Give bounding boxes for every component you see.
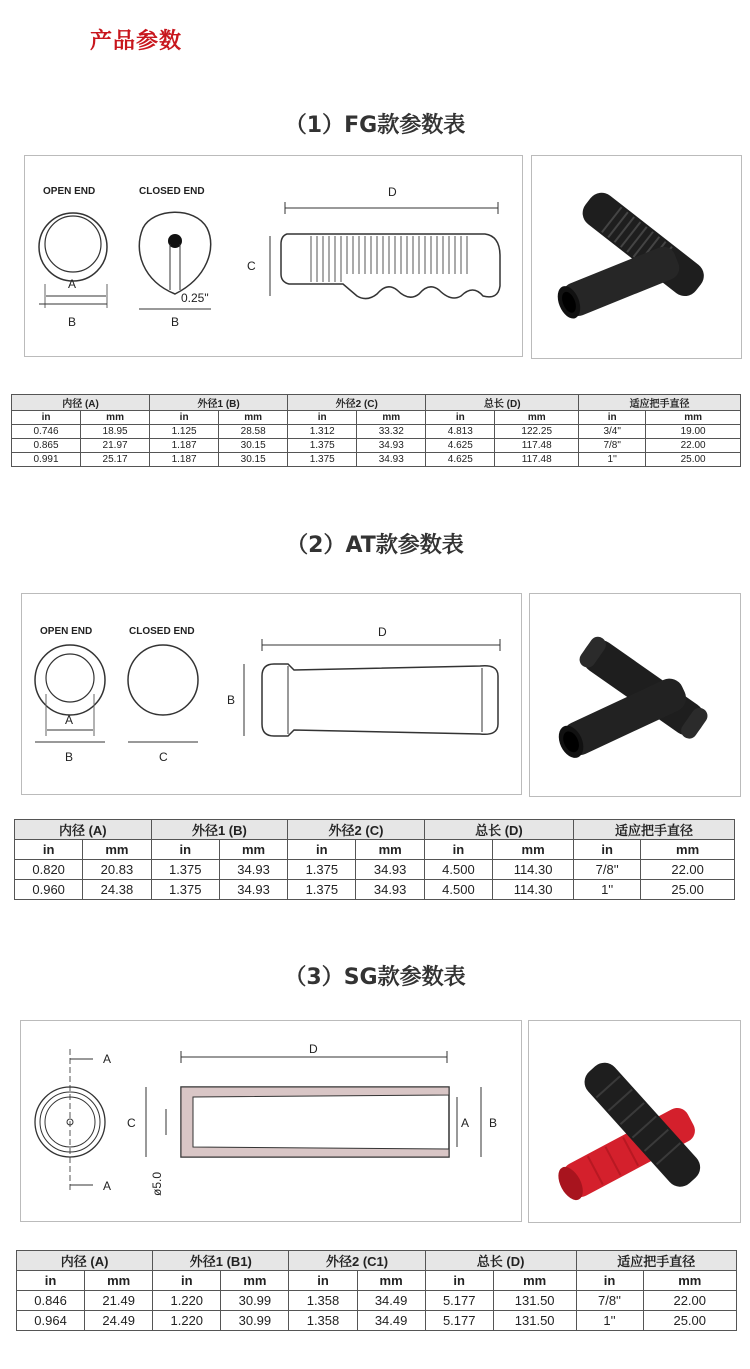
unit-cell: in [288,840,356,860]
unit-cell: mm [493,840,574,860]
table-cell: 0.865 [12,439,81,453]
dim-a-label: A [68,277,77,291]
unit-cell: mm [646,411,741,425]
table-cell: 1.375 [288,860,356,880]
section-mark-bottom: A [103,1179,112,1193]
sg-spec-table [16,1250,737,1331]
dim-c-label: C [247,259,256,273]
table-cell: 25.17 [81,453,150,467]
unit-cell: mm [83,840,151,860]
fg-spec-table [11,394,741,467]
table-row [15,880,735,900]
table-cell: 1.220 [153,1311,221,1331]
unit-cell: in [574,840,641,860]
table-cell: 34.93 [357,439,426,453]
table-cell: 1.375 [288,453,357,467]
table-cell: 34.93 [356,880,424,900]
table-cell: 20.83 [83,860,151,880]
dim-d-label: D [388,185,397,199]
table-cell: 131.50 [493,1291,576,1311]
unit-cell: mm [219,411,288,425]
table-cell: 18.95 [81,425,150,439]
unit-cell: in [426,411,495,425]
dim-b-label: B [68,315,77,329]
unit-cell: in [576,1271,643,1291]
table-cell: 7/8'' [576,1291,643,1311]
dim-c-label: C [127,1116,136,1130]
table-cell: 34.49 [357,1311,425,1331]
table-header: 外径2 (C1) [289,1251,425,1271]
dim-b-label-side: B [227,693,236,707]
table-cell: 22.00 [646,439,741,453]
open-end-label: OPEN END [40,626,93,637]
dim-c-label: C [159,750,168,764]
unit-cell: mm [85,1271,153,1291]
table-header: 外径1 (B) [151,820,288,840]
unit-cell: mm [221,1271,289,1291]
table-cell: 1.358 [289,1311,357,1331]
unit-cell: in [17,1271,85,1291]
table-header: 适应把手直径 [579,395,741,411]
table-cell: 114.30 [493,880,574,900]
dim-a-label: A [65,713,74,727]
table-cell: 1.375 [151,880,219,900]
dim-b-label: B [65,750,74,764]
table-row [15,860,735,880]
table-header: 外径1 (B1) [153,1251,289,1271]
table-cell: 0.846 [17,1291,85,1311]
table-cell: 3/4" [579,425,646,439]
table-cell: 4.500 [424,860,492,880]
unit-cell: mm [495,411,579,425]
table-row [12,425,741,439]
table-cell: 5.177 [425,1291,493,1311]
table-cell: 0.820 [15,860,83,880]
page-title: 产品参数 [90,29,183,54]
table-cell: 34.93 [357,453,426,467]
table-cell: 25.00 [646,453,741,467]
table-header: 内径 (A) [17,1251,153,1271]
table-row [12,453,741,467]
table-cell: 1'' [579,453,646,467]
table-header: 总长 (D) [426,395,579,411]
table-cell: 5.177 [425,1311,493,1331]
table-cell: 34.93 [219,880,287,900]
table-cell: 21.49 [85,1291,153,1311]
unit-cell: mm [357,411,426,425]
table-cell: 4.813 [426,425,495,439]
table-cell: 131.50 [493,1311,576,1331]
unit-cell: mm [493,1271,576,1291]
unit-cell: in [288,411,357,425]
table-header: 外径2 (C) [288,820,425,840]
sg-product-photo [528,1020,741,1223]
table-cell: 1'' [576,1311,643,1331]
table-cell: 33.32 [357,425,426,439]
table-cell: 0.746 [12,425,81,439]
dim-b-label-closed: B [171,315,180,329]
closed-end-label: CLOSED END [139,186,205,197]
table-cell: 22.00 [643,1291,737,1311]
table-header: 内径 (A) [12,395,150,411]
section-3-title: （3）SG款参数表 [284,965,466,990]
table-cell: 25.00 [641,880,735,900]
table-cell: 19.00 [646,425,741,439]
table-cell: 4.625 [426,453,495,467]
table-header: 外径2 (C) [288,395,426,411]
unit-cell: mm [643,1271,737,1291]
table-header: 适应把手直径 [576,1251,736,1271]
unit-cell: mm [81,411,150,425]
table-cell: 24.38 [83,880,151,900]
table-cell: 24.49 [85,1311,153,1331]
unit-cell: in [151,840,219,860]
table-cell: 117.48 [495,453,579,467]
table-cell: 4.625 [426,439,495,453]
table-header: 总长 (D) [425,1251,576,1271]
section-2-title: （2）AT款参数表 [286,533,464,558]
table-header: 适应把手直径 [574,820,735,840]
table-cell: 0.960 [15,880,83,900]
table-cell: 28.58 [219,425,288,439]
table-cell: 30.99 [221,1291,289,1311]
table-cell: 1.358 [289,1291,357,1311]
table-cell: 0.964 [17,1311,85,1331]
at-spec-table [14,819,735,900]
hole-note: 0.25" [181,291,209,305]
table-row [12,439,741,453]
table-cell: 117.48 [495,439,579,453]
table-cell: 1.220 [153,1291,221,1311]
table-cell: 1'' [574,880,641,900]
table-cell: 1.375 [288,880,356,900]
closed-end-label: CLOSED END [129,626,195,637]
table-cell: 4.500 [424,880,492,900]
sg-dimension-diagram [20,1020,522,1222]
unit-cell: in [150,411,219,425]
table-cell: 34.93 [356,860,424,880]
unit-cell: in [289,1271,357,1291]
table-cell: 1.125 [150,425,219,439]
unit-cell: in [425,1271,493,1291]
table-cell: 7/8'' [574,860,641,880]
unit-cell: in [153,1271,221,1291]
table-header: 外径1 (B) [150,395,288,411]
unit-cell: mm [357,1271,425,1291]
open-end-label: OPEN END [43,186,96,197]
unit-cell: in [579,411,646,425]
unit-cell: mm [641,840,735,860]
table-cell: 30.15 [219,453,288,467]
table-cell: 1.312 [288,425,357,439]
table-cell: 34.49 [357,1291,425,1311]
table-cell: 22.00 [641,860,735,880]
fg-dimension-diagram [24,155,523,357]
table-cell: 122.25 [495,425,579,439]
unit-cell: mm [356,840,424,860]
dim-a-label: A [461,1116,470,1130]
table-cell: 34.93 [219,860,287,880]
table-cell: 1.187 [150,453,219,467]
unit-cell: mm [219,840,287,860]
section-mark-top: A [103,1052,112,1066]
dim-d-label: D [378,625,387,639]
table-cell: 1.187 [150,439,219,453]
table-cell: 0.991 [12,453,81,467]
fg-product-photo [531,155,742,359]
table-cell: 25.00 [643,1311,737,1331]
table-cell: 7/8" [579,439,646,453]
wall-note: ø5.0 [150,1171,164,1196]
table-cell: 114.30 [493,860,574,880]
table-cell: 1.375 [288,439,357,453]
section-1-title: （1）FG款参数表 [284,113,466,138]
at-product-photo [529,593,741,797]
at-dimension-diagram [21,593,522,795]
dim-b-label: B [489,1116,498,1130]
table-header: 总长 (D) [424,820,573,840]
table-cell: 30.15 [219,439,288,453]
table-cell: 30.99 [221,1311,289,1331]
table-row [17,1311,737,1331]
table-header: 内径 (A) [15,820,152,840]
table-row [17,1291,737,1311]
unit-cell: in [424,840,492,860]
table-cell: 1.375 [151,860,219,880]
unit-cell: in [12,411,81,425]
dim-d-label: D [309,1042,318,1056]
table-cell: 21.97 [81,439,150,453]
unit-cell: in [15,840,83,860]
